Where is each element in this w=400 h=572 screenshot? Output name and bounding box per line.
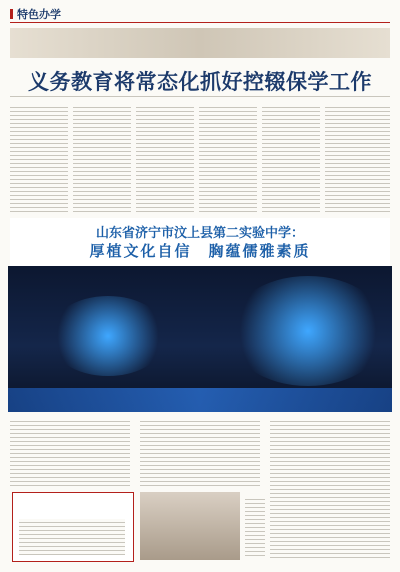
lead-story-column (73, 104, 131, 212)
photo-floor (8, 388, 392, 412)
lead-story-column (325, 104, 390, 212)
photo-light (228, 276, 388, 386)
feature-title: 山东省济宁市汶上县第二实验中学： (95, 226, 304, 241)
article-column (140, 418, 260, 488)
lead-story-column (199, 104, 257, 212)
section-name: 特色办学 (10, 6, 61, 22)
article-column (245, 496, 265, 558)
headline-divider (10, 96, 390, 97)
article-column (10, 418, 130, 488)
header-rule (10, 22, 390, 23)
sidebar-box (12, 492, 134, 562)
lead-story-column (136, 104, 194, 212)
article-column (270, 418, 390, 558)
lead-story-column (262, 104, 320, 212)
sidebar-photo (140, 492, 240, 560)
feature-photo (8, 266, 392, 412)
lead-headline: 义务教育将常态化抓好控辍保学工作 (28, 69, 372, 94)
sidebar-text (19, 519, 125, 555)
lead-story-column (10, 104, 68, 212)
page-header (10, 6, 390, 20)
news-photo-strip (10, 28, 390, 58)
photo-light (48, 296, 168, 376)
feature-banner (10, 218, 390, 266)
feature-subtitle: 厚植文化自信 胸蕴儒雅素质 (89, 242, 311, 260)
